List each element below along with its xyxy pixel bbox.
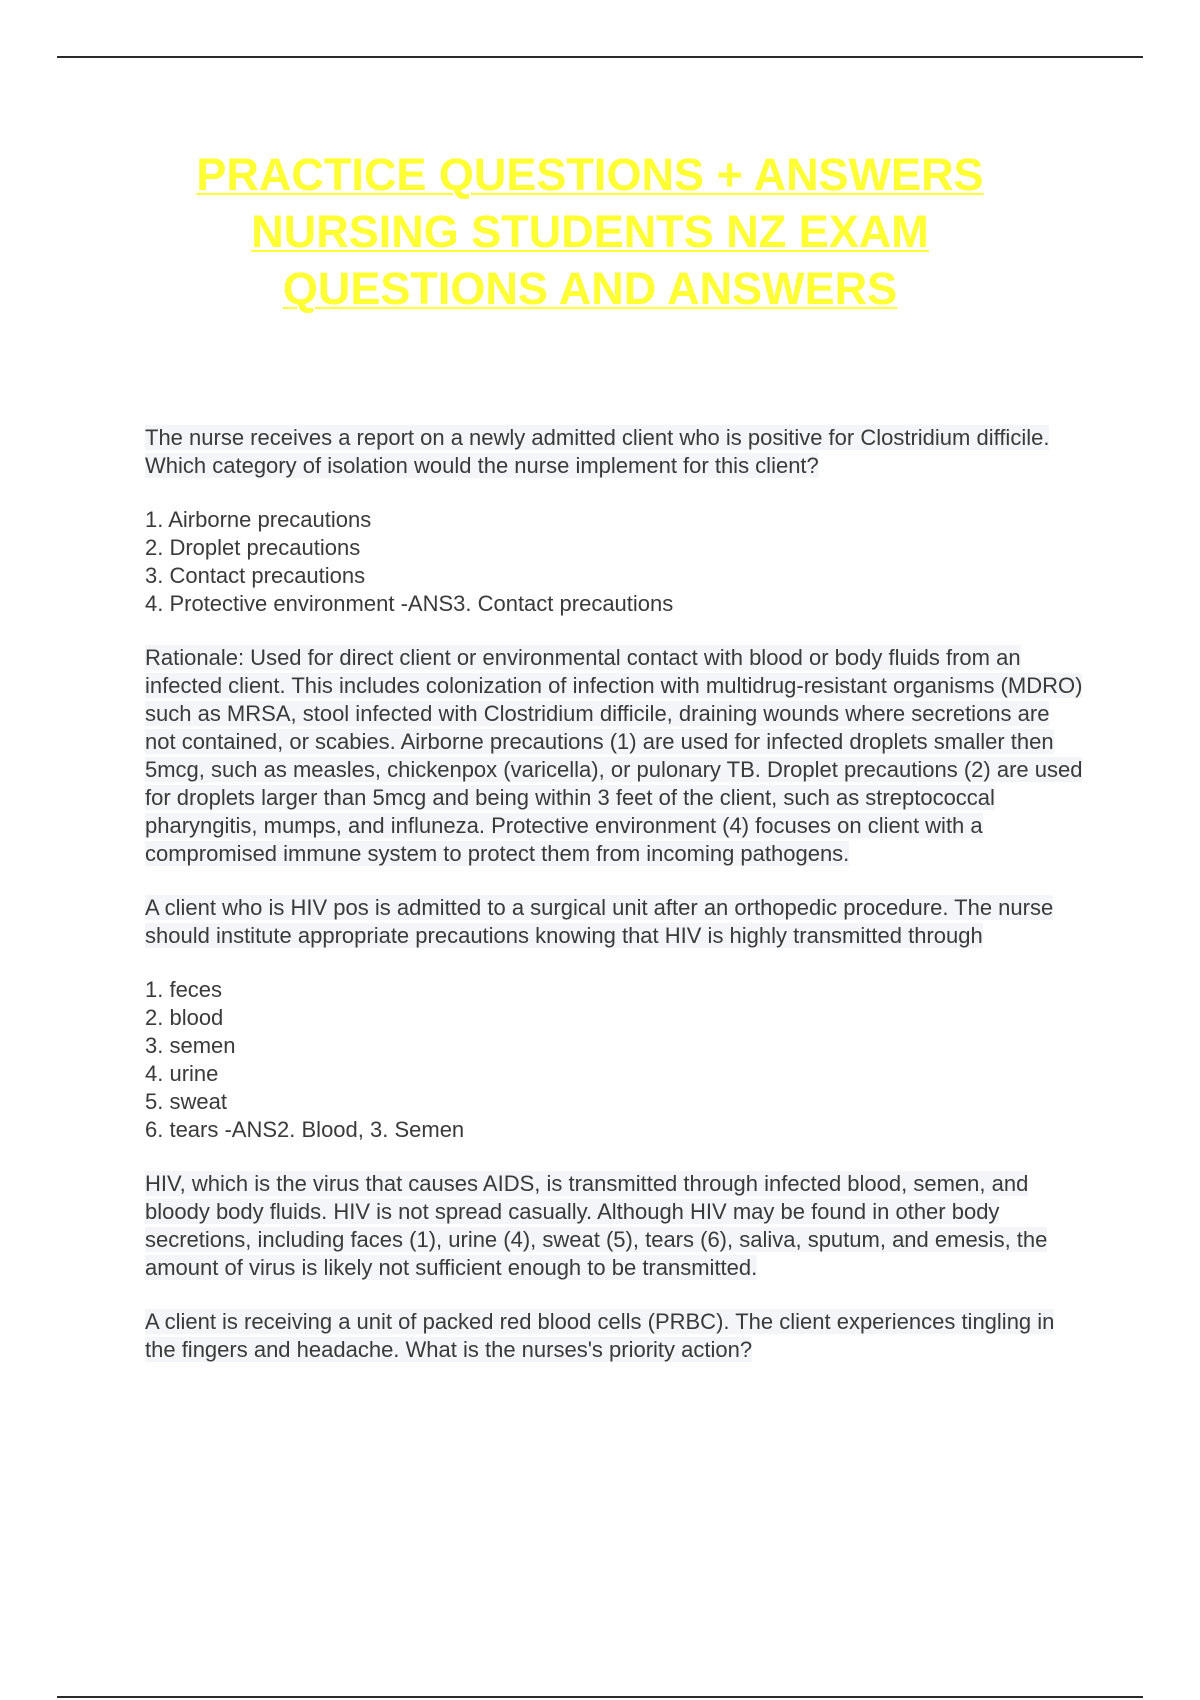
question-1-options — [145, 506, 1085, 618]
rationale-text: Rationale: Used for direct client or environmental contact with blood or body fluids from an infected client. This includes colonization of infection with multidrug-resistant organisms (MDRO) such as MRSA, stool infected with Clostridium difficile, draining wounds where secretions are not contained, or scabies. Airborne precautions (1) are used for infected droplets smaller then 5mcg, such as measles, chickenpox (varicella), or pulonary TB. Droplet precautions (2) are used for droplets larger than 5mcg and being within 3 feet of the client, such as streptococcal pharyngitis, mumps, and influneza. Protective environment (4) focuses on client with a compromised immune system to protect them from incoming pathogens. — [145, 645, 1083, 866]
question-2-rationale — [145, 1170, 1085, 1282]
question-1-text: The nurse receives a report on a newly admitted client who is positive for Clostridium difficile. Which category of isolation would the nurse implement for this client? — [145, 425, 1050, 478]
option-item: 1. Airborne precautions — [145, 507, 372, 532]
option-item: 4. urine — [145, 1061, 219, 1086]
option-item: 5. sweat — [145, 1089, 227, 1114]
title-line-2: NURSING STUDENTS NZ EXAM — [251, 206, 929, 257]
option-item: 6. tears -ANS2. Blood, 3. Semen — [145, 1117, 465, 1142]
option-item: 1. feces — [145, 977, 223, 1002]
option-item: 4. Protective environment -ANS3. Contact precautions — [145, 591, 674, 616]
document-body — [145, 424, 1085, 1390]
top-rule — [57, 56, 1143, 58]
bottom-rule — [57, 1696, 1143, 1698]
title-line-3: QUESTIONS AND ANSWERS — [282, 263, 898, 314]
question-1-rationale — [145, 644, 1085, 868]
option-item: 2. blood — [145, 1005, 224, 1030]
question-2 — [145, 894, 1085, 950]
question-2-text: A client who is HIV pos is admitted to a surgical unit after an orthopedic procedure. The nurse should institute appropriate precautions knowing that HIV is highly transmitted through — [145, 895, 1054, 948]
option-item: 2. Droplet precautions — [145, 535, 361, 560]
document-title — [120, 146, 1060, 317]
question-3 — [145, 1308, 1085, 1364]
option-item: 3. semen — [145, 1033, 236, 1058]
option-item: 3. Contact precautions — [145, 563, 366, 588]
rationale-text: HIV, which is the virus that causes AIDS, is transmitted through infected blood, semen, and bloody body fluids. HIV is not spread casually. Although HIV may be found in other body secretions, including faces (1), urine (4), sweat (5), tears (6), saliva, sputum, and emesis, the amount of virus is likely not sufficient enough to be transmitted. — [145, 1171, 1048, 1280]
question-1 — [145, 424, 1085, 480]
title-line-1: PRACTICE QUESTIONS + ANSWERS — [196, 149, 984, 200]
question-2-options — [145, 976, 1085, 1144]
question-3-text: A client is receiving a unit of packed red blood cells (PRBC). The client experiences tingling in the fingers and headache. What is the nurses's priority action? — [145, 1309, 1055, 1362]
